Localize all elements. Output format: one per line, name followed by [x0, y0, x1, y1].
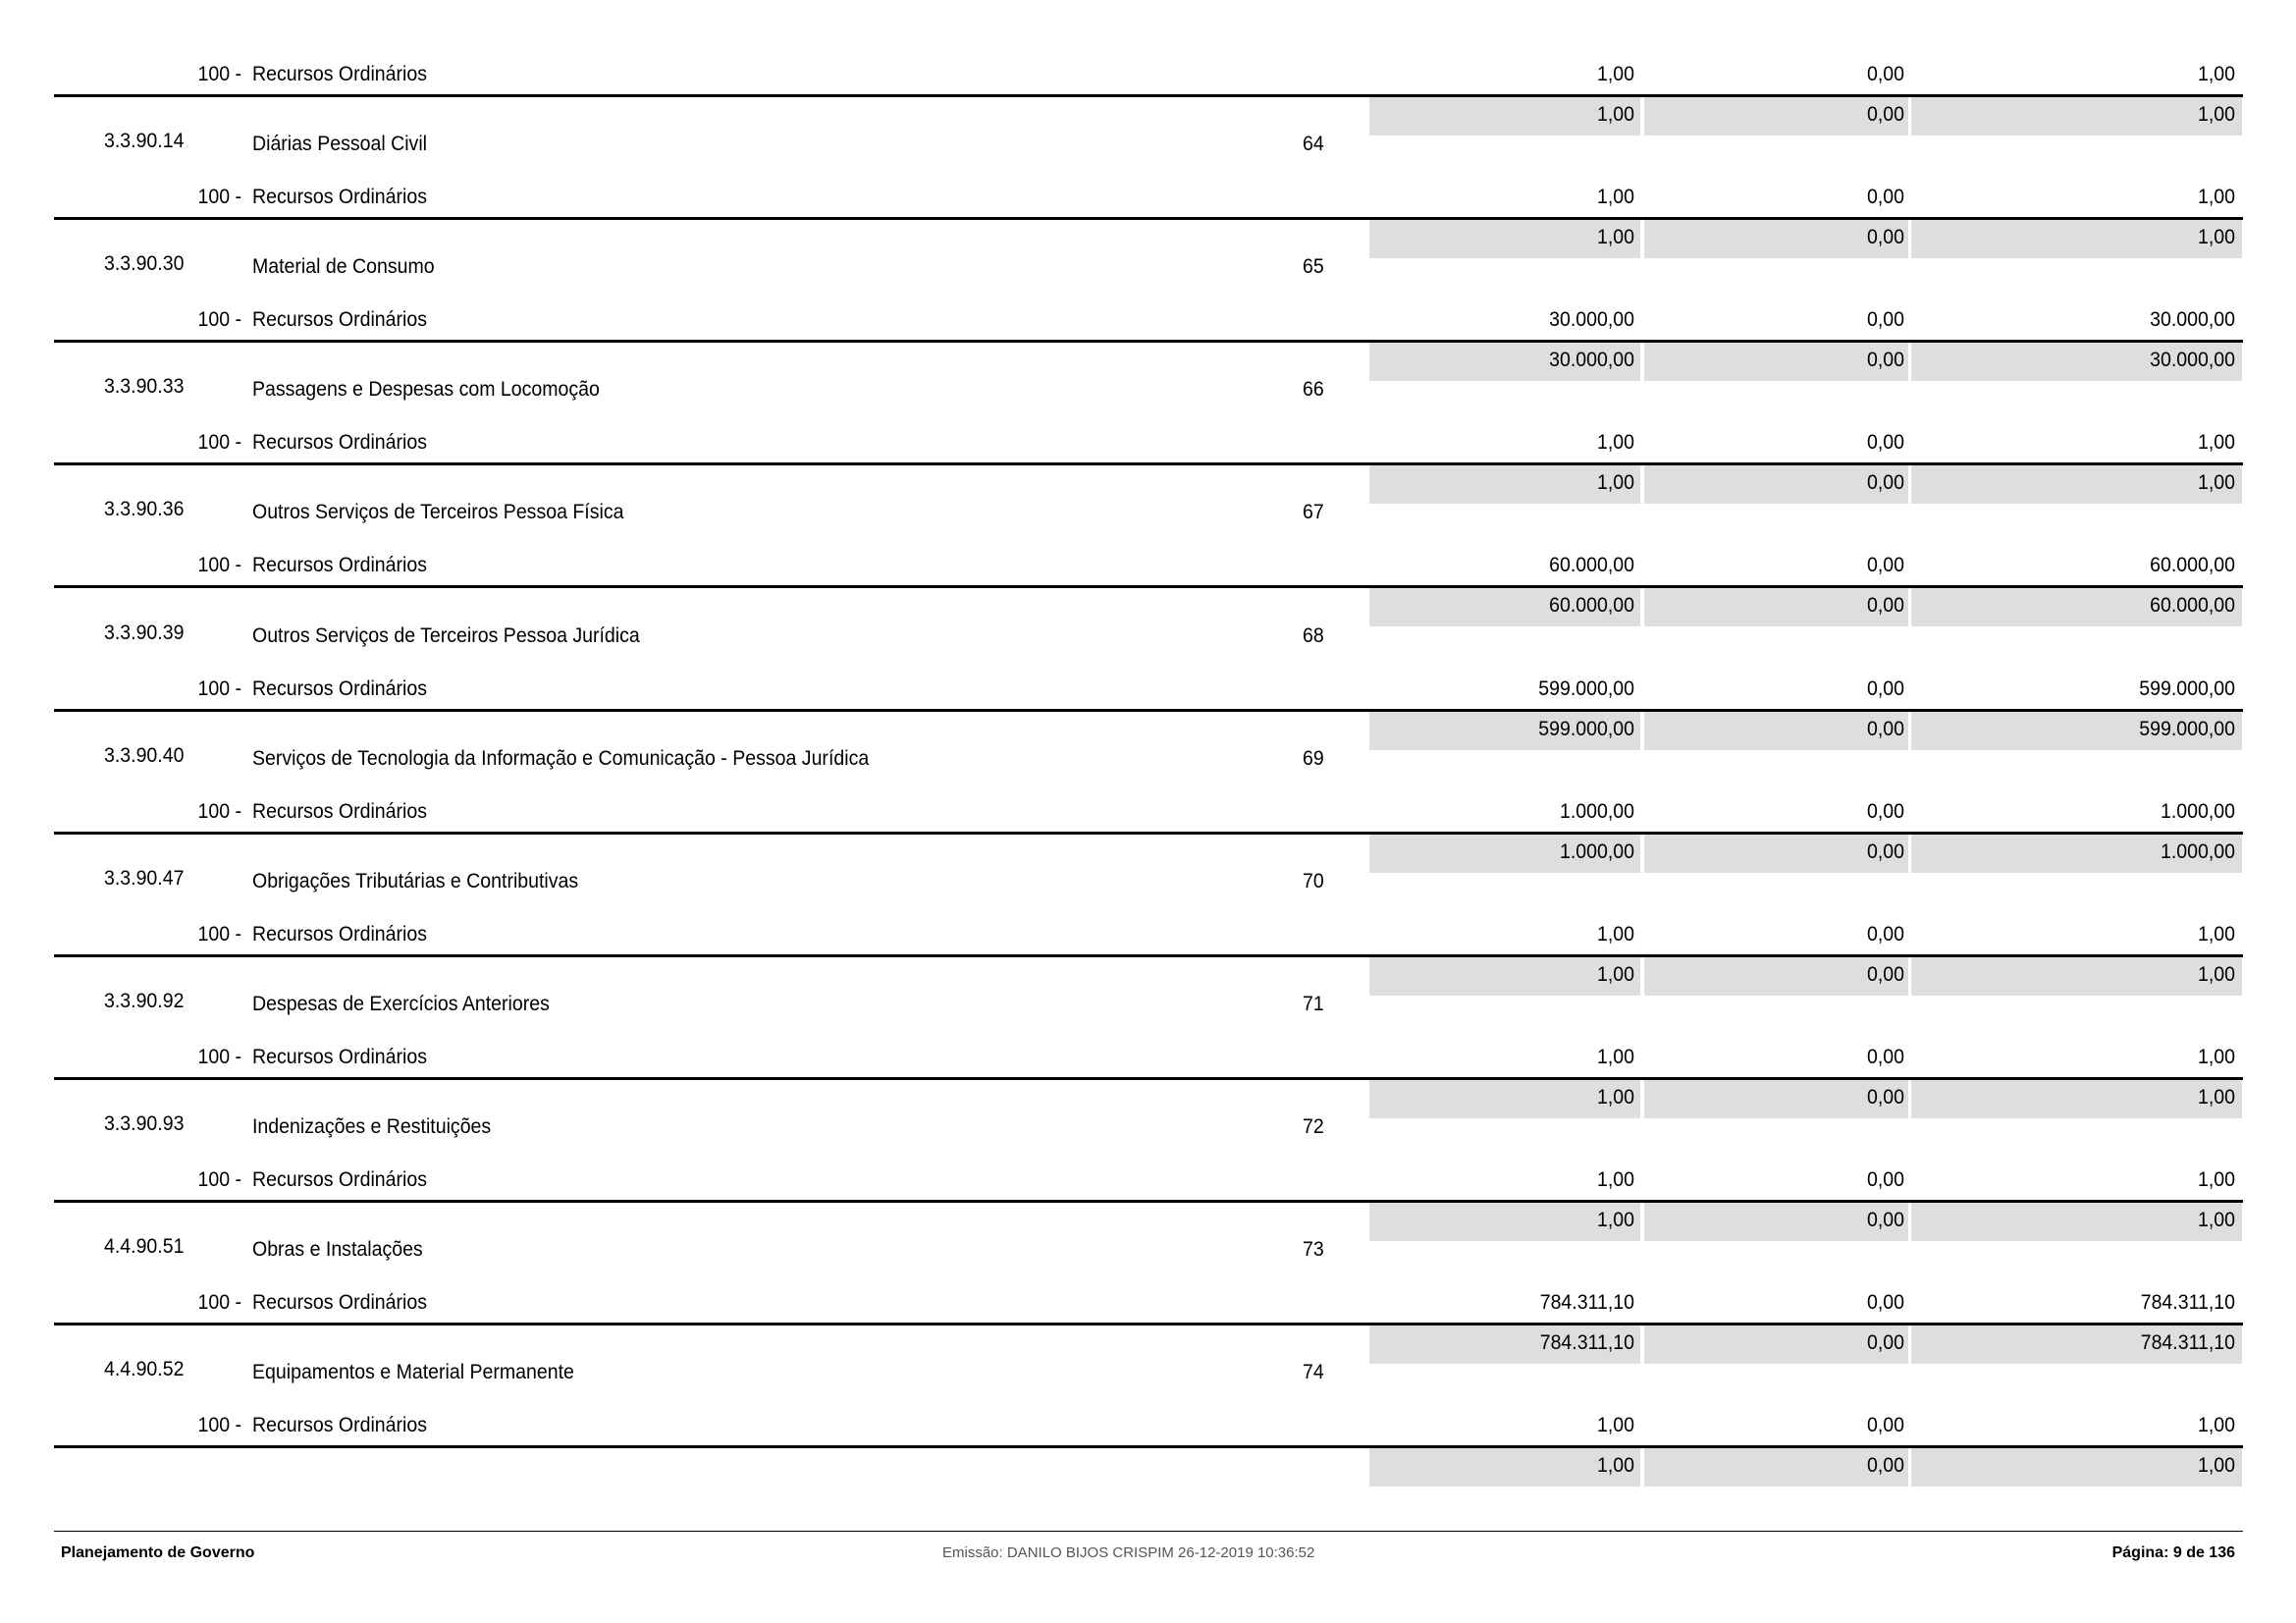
resource-label: Recursos Ordinários	[252, 63, 428, 85]
total-col-2: 0,00	[1866, 963, 1904, 986]
total-col-3: 1,00	[2197, 1209, 2235, 1231]
total-col-1: 1,00	[1596, 226, 1634, 248]
value-col-2: 0,00	[1866, 186, 1904, 208]
value-col-2: 0,00	[1866, 1291, 1904, 1314]
value-col-3: 30.000,00	[2150, 308, 2235, 331]
footer-emission: Emissão: DANILO BIJOS CRISPIM 26-12-2019 10:36:52	[942, 1544, 1315, 1561]
sequence-number: 71	[1303, 993, 1324, 1015]
total-col-1: 1,00	[1596, 1209, 1634, 1231]
account-description: Obras e Instalações	[252, 1238, 423, 1261]
value-col-2: 0,00	[1866, 800, 1904, 823]
account-description: Serviços de Tecnologia da Informação e Comunicação - Pessoa Jurídica	[252, 747, 870, 770]
total-col-3: 1,00	[2197, 471, 2235, 494]
value-col-1: 60.000,00	[1549, 554, 1634, 576]
total-col-1: 1,00	[1596, 963, 1634, 986]
total-col-3: 1,00	[2197, 103, 2235, 126]
resource-code: 100 -	[197, 308, 241, 331]
account-description: Outros Serviços de Terceiros Pessoa Jurídica	[252, 624, 640, 647]
resource-code: 100 -	[197, 923, 241, 946]
total-col-3: 30.000,00	[2150, 349, 2235, 371]
resource-label: Recursos Ordinários	[252, 677, 428, 700]
resource-code: 100 -	[197, 431, 241, 454]
sequence-number: 67	[1303, 501, 1324, 523]
value-col-1: 784.311,10	[1539, 1291, 1634, 1314]
resource-code: 100 -	[197, 1291, 241, 1314]
account-code: 3.3.90.40	[104, 744, 185, 767]
value-col-2: 0,00	[1866, 1046, 1904, 1068]
account-description: Outros Serviços de Terceiros Pessoa Física	[252, 501, 624, 523]
sequence-number: 66	[1303, 378, 1324, 401]
account-code: 3.3.90.36	[104, 498, 185, 520]
footer-org: Planejamento de Governo	[61, 1544, 255, 1561]
total-col-2: 0,00	[1866, 1209, 1904, 1231]
value-col-3: 784.311,10	[2140, 1291, 2235, 1314]
total-col-2: 0,00	[1866, 840, 1904, 863]
resource-code: 100 -	[197, 186, 241, 208]
sequence-number: 68	[1303, 624, 1324, 647]
resource-code: 100 -	[197, 677, 241, 700]
total-col-2: 0,00	[1866, 226, 1904, 248]
total-col-3: 60.000,00	[2150, 594, 2235, 617]
value-col-2: 0,00	[1866, 923, 1904, 946]
total-col-2: 0,00	[1866, 1331, 1904, 1354]
value-col-3: 1,00	[2197, 1046, 2235, 1068]
resource-label: Recursos Ordinários	[252, 554, 428, 576]
account-description: Material de Consumo	[252, 255, 435, 278]
total-col-3: 1,00	[2197, 963, 2235, 986]
value-col-2: 0,00	[1866, 1168, 1904, 1191]
resource-code: 100 -	[197, 1414, 241, 1436]
total-col-1: 1,00	[1596, 471, 1634, 494]
resource-code: 100 -	[197, 63, 241, 85]
value-col-1: 1.000,00	[1559, 800, 1634, 823]
total-col-1: 1.000,00	[1559, 840, 1634, 863]
account-code: 3.3.90.93	[104, 1112, 185, 1135]
value-col-2: 0,00	[1866, 1414, 1904, 1436]
total-col-3: 1,00	[2197, 1454, 2235, 1477]
sequence-number: 70	[1303, 870, 1324, 893]
sequence-number: 69	[1303, 747, 1324, 770]
account-code: 3.3.90.92	[104, 990, 185, 1012]
account-code: 3.3.90.30	[104, 252, 185, 275]
sequence-number: 65	[1303, 255, 1324, 278]
account-code: 4.4.90.52	[104, 1358, 185, 1380]
total-col-3: 1,00	[2197, 1086, 2235, 1109]
sequence-number: 72	[1303, 1115, 1324, 1138]
value-col-3: 1,00	[2197, 431, 2235, 454]
value-col-3: 1,00	[2197, 63, 2235, 85]
resource-label: Recursos Ordinários	[252, 1414, 428, 1436]
value-col-3: 1,00	[2197, 923, 2235, 946]
value-col-1: 1,00	[1596, 431, 1634, 454]
value-col-1: 1,00	[1596, 1414, 1634, 1436]
resource-label: Recursos Ordinários	[252, 186, 428, 208]
value-col-3: 1,00	[2197, 1414, 2235, 1436]
account-code: 4.4.90.51	[104, 1235, 185, 1258]
resource-label: Recursos Ordinários	[252, 1291, 428, 1314]
total-col-1: 599.000,00	[1538, 718, 1634, 740]
total-col-1: 1,00	[1596, 1086, 1634, 1109]
total-col-1: 1,00	[1596, 103, 1634, 126]
total-col-1: 60.000,00	[1549, 594, 1634, 617]
value-col-1: 1,00	[1596, 923, 1634, 946]
total-col-1: 1,00	[1596, 1454, 1634, 1477]
account-code: 3.3.90.47	[104, 867, 185, 890]
account-code: 3.3.90.33	[104, 375, 185, 398]
resource-label: Recursos Ordinários	[252, 308, 428, 331]
account-description: Obrigações Tributárias e Contributivas	[252, 870, 579, 893]
account-description: Indenizações e Restituições	[252, 1115, 492, 1138]
account-description: Despesas de Exercícios Anteriores	[252, 993, 550, 1015]
value-col-2: 0,00	[1866, 677, 1904, 700]
value-col-1: 1,00	[1596, 63, 1634, 85]
value-col-2: 0,00	[1866, 431, 1904, 454]
value-col-2: 0,00	[1866, 63, 1904, 85]
resource-label: Recursos Ordinários	[252, 431, 428, 454]
value-col-1: 1,00	[1596, 1046, 1634, 1068]
resource-code: 100 -	[197, 1168, 241, 1191]
total-col-2: 0,00	[1866, 103, 1904, 126]
value-col-3: 1,00	[2197, 186, 2235, 208]
total-col-3: 1.000,00	[2160, 840, 2235, 863]
total-col-2: 0,00	[1866, 349, 1904, 371]
value-col-1: 30.000,00	[1549, 308, 1634, 331]
account-description: Passagens e Despesas com Locomoção	[252, 378, 600, 401]
total-col-2: 0,00	[1866, 471, 1904, 494]
total-col-3: 784.311,10	[2140, 1331, 2235, 1354]
resource-label: Recursos Ordinários	[252, 1046, 428, 1068]
resource-code: 100 -	[197, 800, 241, 823]
account-code: 3.3.90.14	[104, 130, 185, 152]
value-col-3: 60.000,00	[2150, 554, 2235, 576]
value-col-2: 0,00	[1866, 308, 1904, 331]
sequence-number: 73	[1303, 1238, 1324, 1261]
value-col-1: 1,00	[1596, 186, 1634, 208]
footer-page: Página: 9 de 136	[2111, 1544, 2235, 1561]
resource-label: Recursos Ordinários	[252, 800, 428, 823]
total-col-2: 0,00	[1866, 718, 1904, 740]
footer-rule	[54, 1531, 2243, 1532]
sequence-number: 64	[1303, 133, 1324, 155]
value-col-3: 1.000,00	[2160, 800, 2235, 823]
total-col-1: 30.000,00	[1549, 349, 1634, 371]
total-col-2: 0,00	[1866, 1454, 1904, 1477]
total-col-2: 0,00	[1866, 594, 1904, 617]
value-col-1: 1,00	[1596, 1168, 1634, 1191]
total-col-3: 599.000,00	[2139, 718, 2235, 740]
value-col-1: 599.000,00	[1538, 677, 1634, 700]
value-col-3: 599.000,00	[2139, 677, 2235, 700]
resource-code: 100 -	[197, 1046, 241, 1068]
total-col-3: 1,00	[2197, 226, 2235, 248]
account-description: Diárias Pessoal Civil	[252, 133, 427, 155]
resource-code: 100 -	[197, 554, 241, 576]
resource-label: Recursos Ordinários	[252, 923, 428, 946]
total-col-1: 784.311,10	[1539, 1331, 1634, 1354]
value-col-3: 1,00	[2197, 1168, 2235, 1191]
resource-label: Recursos Ordinários	[252, 1168, 428, 1191]
sequence-number: 74	[1303, 1361, 1324, 1383]
total-col-2: 0,00	[1866, 1086, 1904, 1109]
value-col-2: 0,00	[1866, 554, 1904, 576]
account-code: 3.3.90.39	[104, 622, 185, 644]
account-description: Equipamentos e Material Permanente	[252, 1361, 574, 1383]
